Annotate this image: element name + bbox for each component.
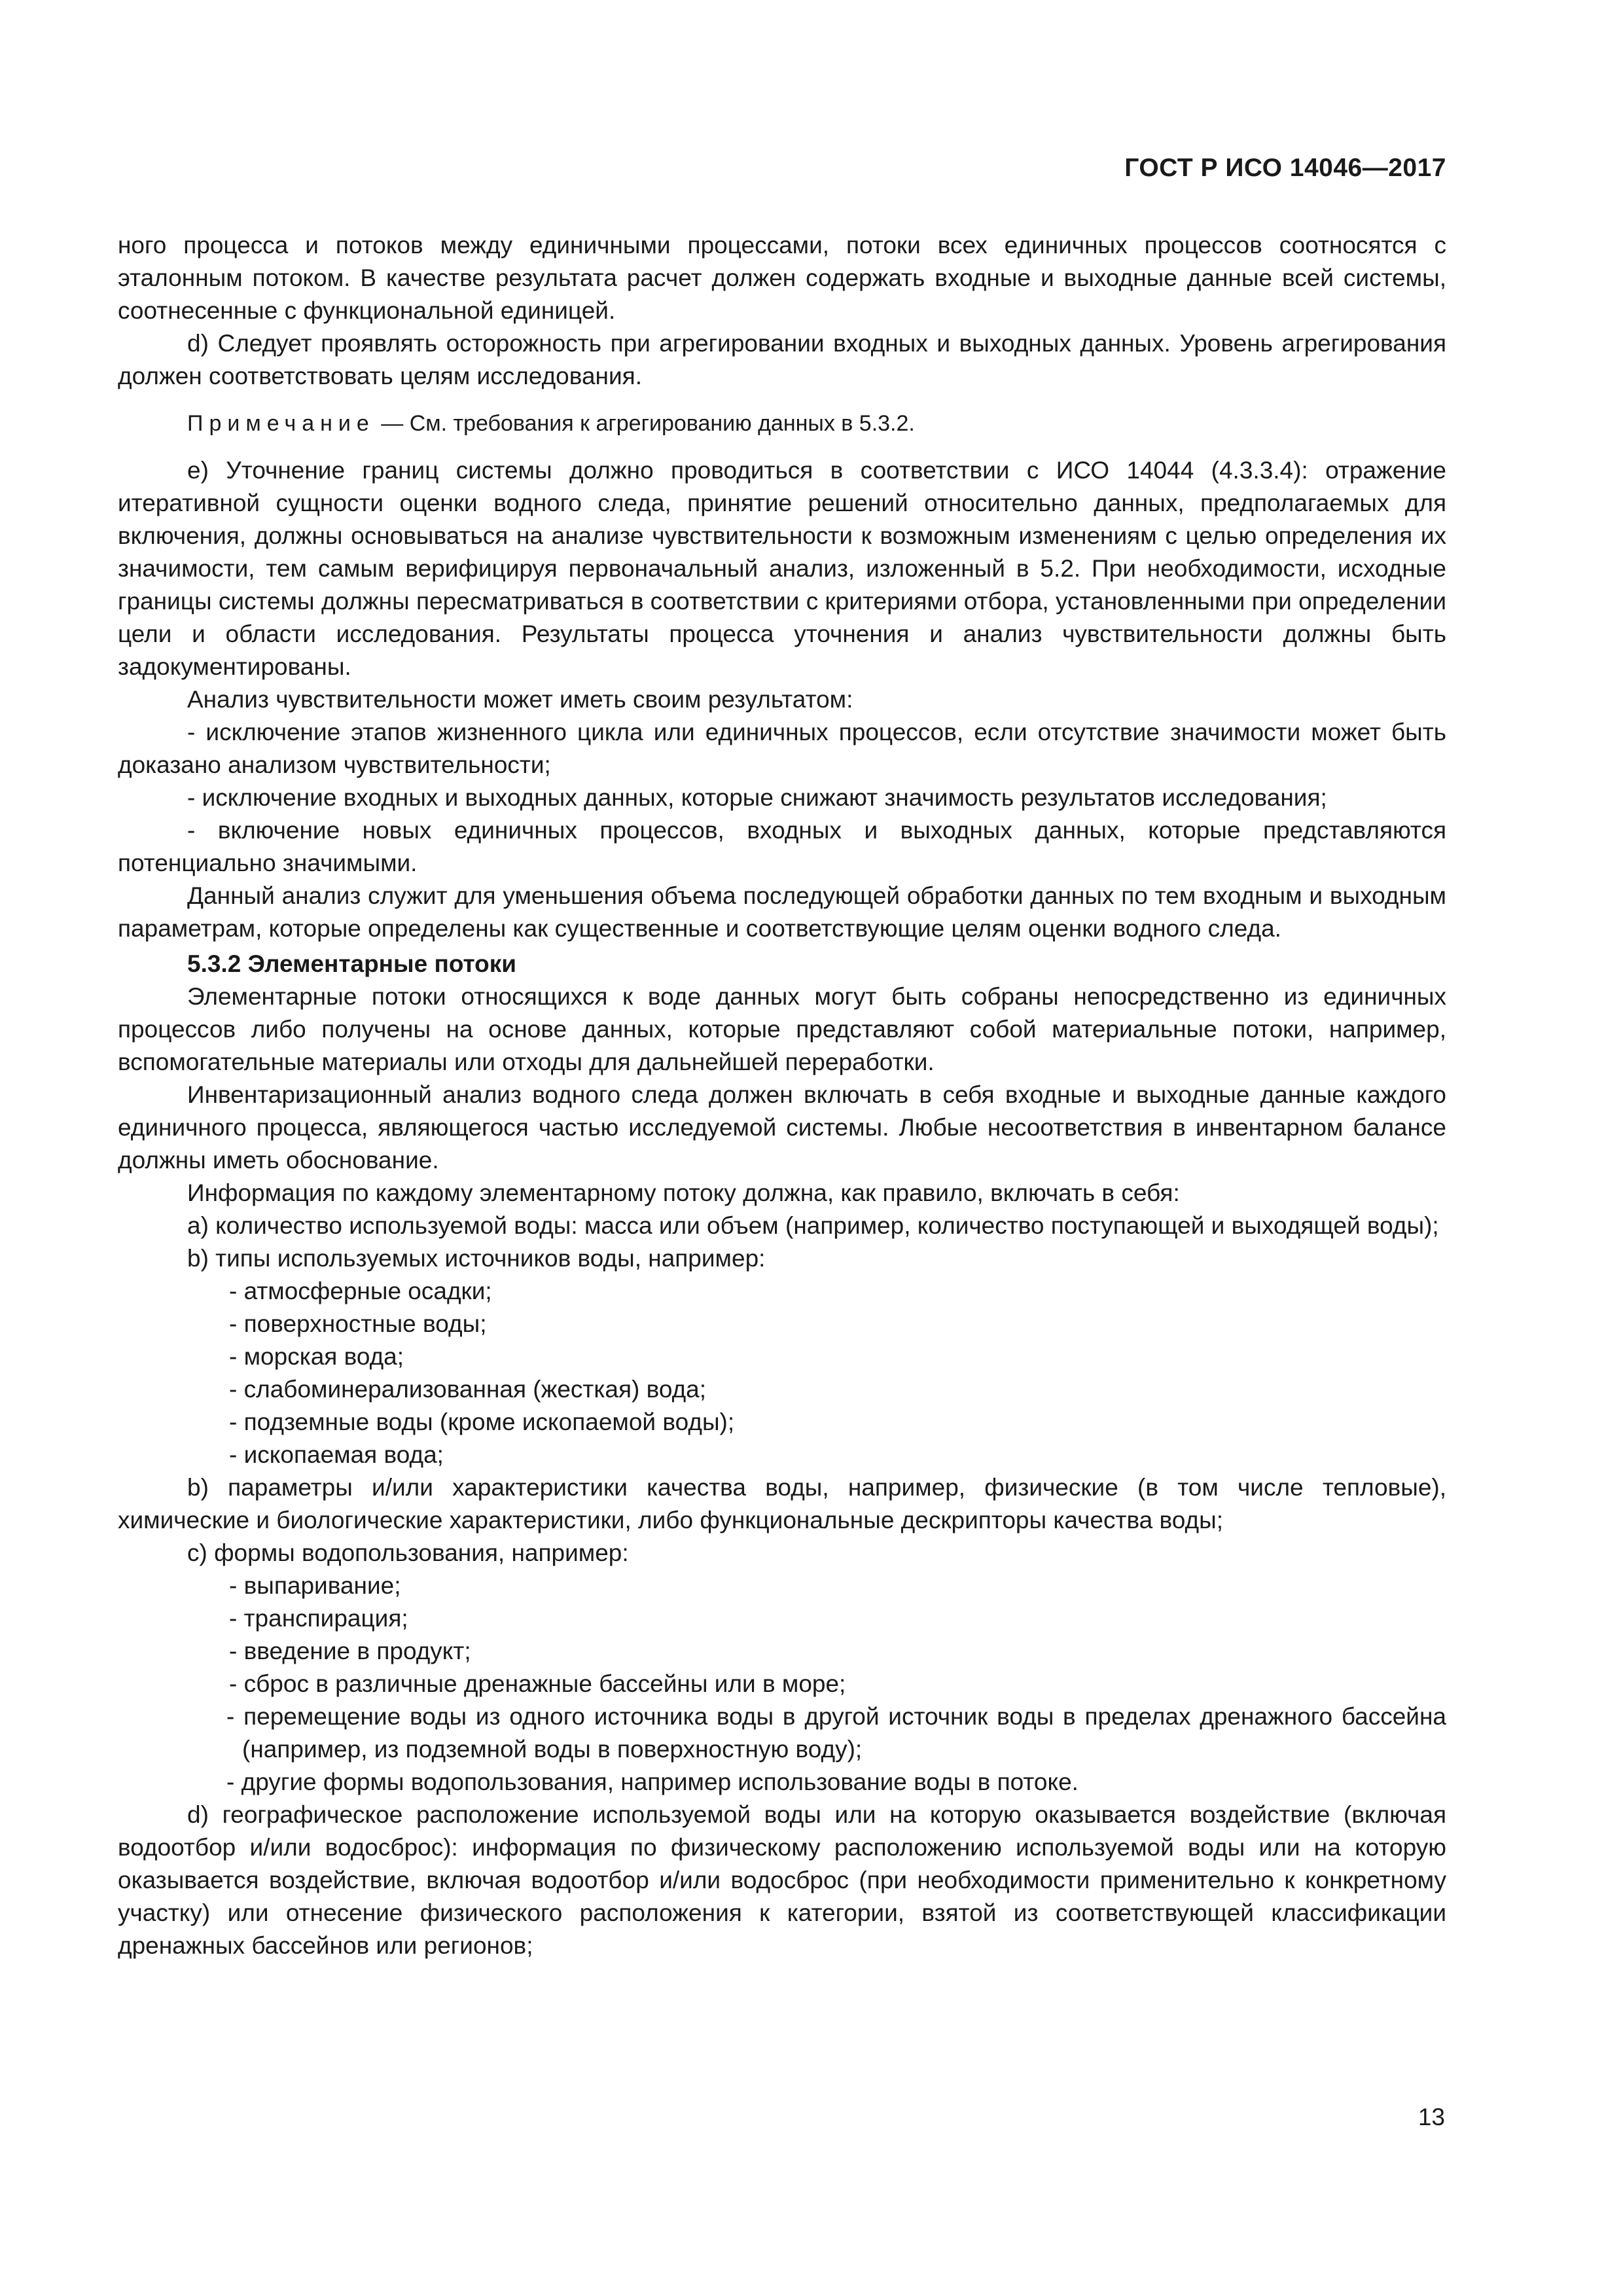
paragraph: Информация по каждому элементарному потоку должна, как правило, включать в себя: (187, 1179, 1180, 1206)
section-heading: 5.3.2 Элементарные потоки (187, 950, 517, 977)
list-item: - транспирация; (229, 1605, 408, 1632)
paragraph: e) Уточнение границ системы должно проводиться в соответствии с ИСО 14044 (4.3.3.4): отражение итеративной сущности оценки водного следа, принятие решений относительно данных, предполагаемых для включения, должны основываться на анализе чувствительности к возможным изменениям с целью определения их значимости, тем самым верифицируя первоначальный анализ, изложенный в 5.2. При необходимости, исходные границы системы должны пересматриваться в соответствии с критериями отбора, установленными при определении цели и области исследования. Результаты процесса уточнения и анализ чувствительности должны быть задокументированы. (118, 457, 1446, 680)
paragraph: Инвентаризационный анализ водного следа должен включать в себя входные и выходные данные каждого единичного процесса, являющегося частью исследуемой системы. Любые несоответствия в инвентарном балансе должны иметь обоснование. (118, 1081, 1446, 1174)
paragraph: Анализ чувствительности может иметь своим результатом: (187, 686, 853, 713)
list-item: - атмосферные осадки; (229, 1278, 492, 1304)
list-item: - поверхностные воды; (229, 1310, 487, 1337)
note-text: — См. требования к агрегированию данных в 5.3.2. (374, 411, 915, 436)
paragraph: Данный анализ служит для уменьшения объема последующей обработки данных по тем входным и выходным параметрам, которые определены как существенные и соответствующие целям оценки водного следа. (118, 882, 1446, 942)
list-item: - исключение входных и выходных данных, которые снижают значимость результатов исследования; (187, 784, 1327, 811)
list-item: - включение новых единичных процессов, входных и выходных данных, которые представляются потенциально значимыми. (118, 817, 1446, 876)
list-item: - ископаемая вода; (229, 1441, 444, 1468)
list-item: - подземные воды (кроме ископаемой воды); (229, 1408, 735, 1435)
paragraph: Элементарные потоки относящихся к воде данных могут быть собраны непосредственно из единичных процессов либо получены на основе данных, которые представляют собой материальные потоки, например, вспомогательные материалы или отходы для дальнейшей переработки. (118, 983, 1446, 1075)
paragraph: d) географическое расположение используемой воды или на которую оказывается воздействие (включая водоотбор и/или водосброс): информация по физическому расположению используемой воды или на которую оказывается воздействие, включая водоотбор и/или водосброс (при необходимости применительно к конкретному участку) или отнесение физического расположения к категории, взятой из соответствующей классификации дренажных бассейнов или регионов; (118, 1801, 1446, 1959)
paragraph: ного процесса и потоков между единичными процессами, потоки всех единичных процессов соотносятся с эталонным потоком. В качестве результата расчет должен содержать входные и выходные данные всей системы, соотнесенные с функциональной единицей. (118, 232, 1446, 324)
standard-header: ГОСТ Р ИСО 14046—2017 (1124, 154, 1446, 182)
paragraph: c) формы водопользования, например: (187, 1539, 629, 1566)
list-item: - слабоминерализованная (жесткая) вода; (229, 1376, 707, 1403)
list-item: - введение в продукт; (229, 1638, 471, 1664)
list-item: - морская вода; (229, 1343, 404, 1370)
page-number: 13 (1418, 2104, 1445, 2130)
list-item: - сброс в различные дренажные бассейны или в море; (229, 1670, 846, 1697)
list-item: - перемещение воды из одного источника воды в другой источник воды в пределах дренажного бассейна (например, из подземной воды в поверхностную воду); (226, 1703, 1446, 1763)
note (118, 407, 1446, 440)
list-item: - исключение этапов жизненного цикла или единичных процессов, если отсутствие значимости может быть доказано анализом чувствительности; (118, 719, 1446, 778)
paragraph: d) Следует проявлять осторожность при агрегировании входных и выходных данных. Уровень агрегирования должен соответствовать целям исследования. (118, 330, 1446, 389)
note-label: Примечание (187, 411, 375, 436)
paragraph: b) параметры и/или характеристики качества воды, например, физические (в том числе тепловые), химические и биологические характеристики, либо функциональные дескрипторы качества воды; (118, 1474, 1446, 1534)
list-item: - выпаривание; (229, 1572, 401, 1599)
body-text (118, 229, 1446, 1962)
paragraph: b) типы используемых источников воды, например: (187, 1245, 766, 1272)
paragraph: a) количество используемой воды: масса или объем (например, количество поступающей и выходящей воды); (187, 1212, 1439, 1239)
list-item: - другие формы водопользования, например использование воды в потоке. (226, 1768, 1079, 1795)
